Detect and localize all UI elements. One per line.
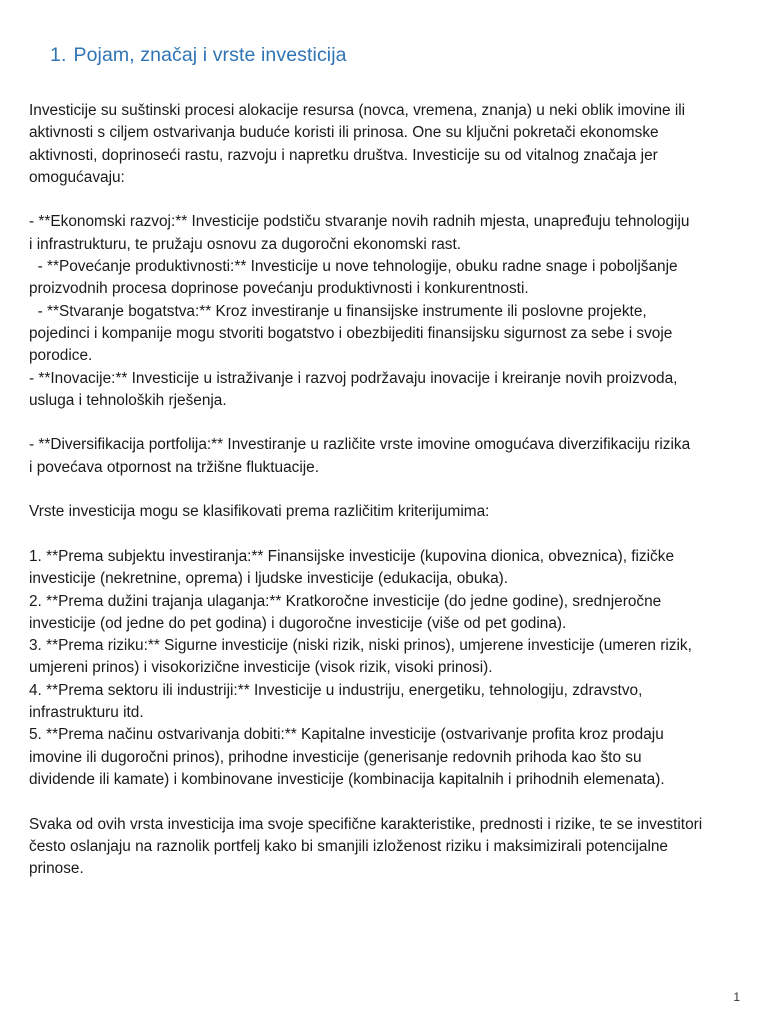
text-line: imovine ili dugoročni prinos), prihodne investicije (generisanje redovnih prihoda kao što su (29, 748, 642, 766)
paragraph (29, 546, 745, 791)
text-line: porodice. (29, 347, 93, 365)
paragraph-spacer (29, 189, 745, 211)
paragraph (29, 211, 745, 412)
text-line: 3. **Prema riziku:** Sigurne investicije (niski rizik, niski prinos), umjerene investicije (umeren rizik, (29, 637, 692, 655)
section-heading (50, 44, 347, 67)
body-text (29, 100, 745, 880)
text-line: infrastrukturu itd. (29, 704, 144, 722)
paragraph (29, 434, 745, 479)
heading-number: 1. (50, 44, 67, 66)
text-line: - **Ekonomski razvoj:** Investicije podstiču stvaranje novih radnih mjesta, unapređuju tehnologiju (29, 213, 690, 231)
paragraph (29, 501, 745, 523)
text-line: usluga i tehnoloških rješenja. (29, 391, 227, 409)
paragraph-spacer (29, 791, 745, 813)
text-line: često oslanjaju na raznolik portfelj kako bi smanjili izloženost riziku i maksimizirali potencijalne (29, 837, 668, 855)
text-line: dividende ili kamate) i kombinovane investicije (kombinacija kapitalnih i prihodnih elemenata). (29, 770, 665, 788)
text-line: - **Inovacije:** Investicije u istraživanje i razvoj podržavaju inovacije i kreiranje novih proizvoda, (29, 369, 678, 387)
text-line: Vrste investicija mogu se klasifikovati prema različitim kriterijumima: (29, 503, 490, 521)
paragraph (29, 100, 745, 189)
paragraph (29, 814, 745, 881)
page-number: 1 (733, 990, 740, 1004)
text-line: investicije (nekretnine, oprema) i ljudske investicije (edukacija, obuka). (29, 570, 509, 588)
text-line: i infrastrukturu, te pružaju osnovu za dugoročni ekonomski rast. (29, 235, 462, 253)
text-line: proizvodnih procesa doprinose povećanju produktivnosti i konkurentnosti. (29, 280, 529, 298)
text-line: 2. **Prema dužini trajanja ulaganja:** Kratkoročne investicije (do jedne godine), srednjeročne (29, 592, 662, 610)
text-line: aktivnosti, doprinoseći rastu, razvoju i napretku društva. Investicije su od vitalnog značaja jer (29, 146, 658, 164)
text-line: umjereni prinos) i visokorizične investicije (visok rizik, visoki prinosi). (29, 659, 493, 677)
paragraph-spacer (29, 524, 745, 546)
paragraph-spacer (29, 479, 745, 501)
text-line: pojedinci i kompanije mogu stvoriti bogatstvo i obezbijediti finansijsku sigurnost za sebe i svoje (29, 324, 673, 342)
text-line: 1. **Prema subjektu investiranja:** Finansijske investicije (kupovina dionica, obveznica), fizičke (29, 547, 675, 565)
heading-title: Pojam, značaj i vrste investicija (73, 44, 347, 66)
text-line: omogućavaju: (29, 168, 125, 186)
text-line: - **Stvaranje bogatstva:** Kroz investiranje u finansijske instrumente ili poslovne projekte, (29, 302, 647, 320)
text-line: - **Povećanje produktivnosti:** Investicije u nove tehnologije, obuku radne snage i poboljšanje (29, 258, 678, 276)
text-line: investicije (od jedne do pet godina) i dugoročne investicije (više od pet godina). (29, 614, 567, 632)
text-line: Svaka od ovih vrsta investicija ima svoje specifične karakteristike, prednosti i rizike, te se investitori (29, 815, 703, 833)
text-line: 4. **Prema sektoru ili industriji:** Investicije u industriju, energetiku, tehnologiju, zdravstvo, (29, 681, 643, 699)
text-line: i povećava otpornost na tržišne fluktuacije. (29, 458, 320, 476)
paragraph-spacer (29, 412, 745, 434)
text-line: - **Diversifikacija portfolija:** Investiranje u različite vrste imovine omogućava diverzifikaciju rizika (29, 436, 691, 454)
text-line: Investicije su suštinski procesi alokacije resursa (novca, vremena, znanja) u neki oblik imovine ili (29, 102, 686, 119)
text-line: prinose. (29, 860, 84, 878)
text-line: 5. **Prema načinu ostvarivanja dobiti:** Kapitalne investicije (ostvarivanje profita kroz prodaju (29, 726, 664, 744)
text-line: aktivnosti s ciljem ostvarivanja buduće koristi ili prinosa. One su ključni pokretači ekonomske (29, 124, 659, 142)
